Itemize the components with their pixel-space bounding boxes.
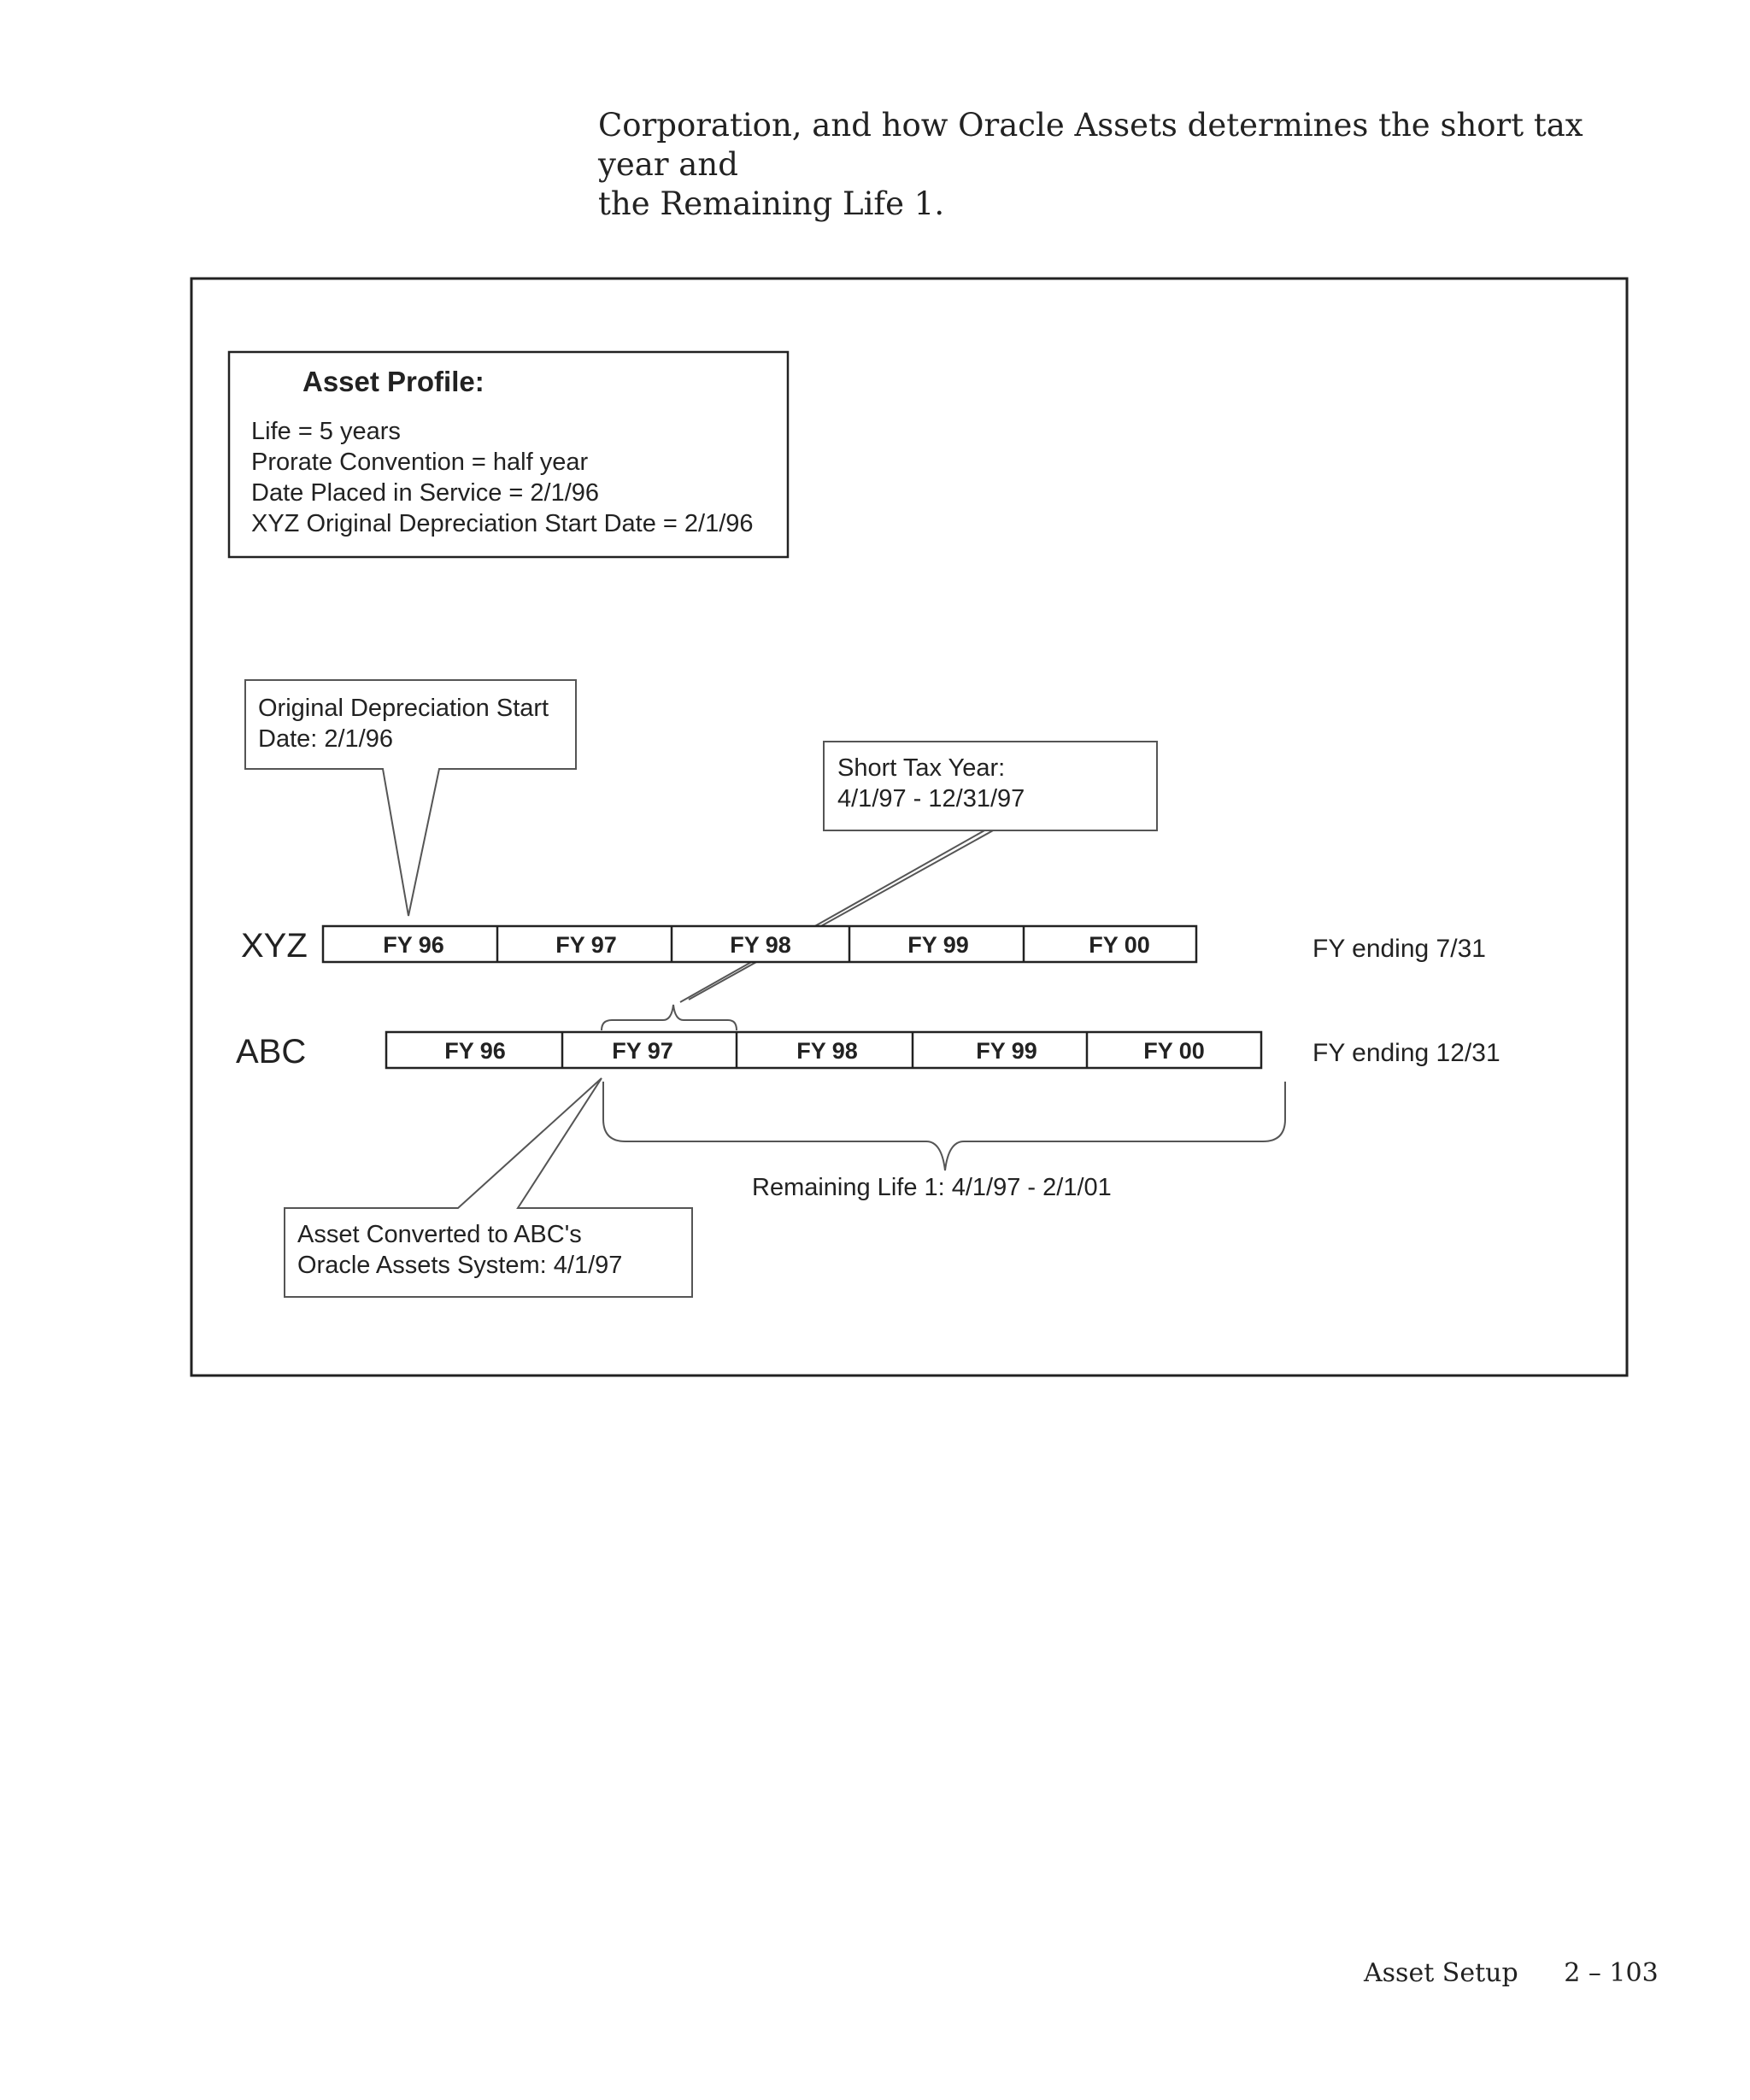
short-tax-line-2: 4/1/97 - 12/31/97 xyxy=(837,785,1025,812)
xyz-label: XYZ xyxy=(241,927,308,965)
orig-start-callout xyxy=(245,680,576,916)
converted-line-2: Oracle Assets System: 4/1/97 xyxy=(297,1252,623,1279)
abc-year-4: FY 99 xyxy=(976,1038,1037,1064)
abc-label: ABC xyxy=(236,1033,307,1071)
xyz-fy-ending-note: FY ending 7/31 xyxy=(1312,935,1486,963)
profile-line-placed-in-service: Date Placed in Service = 2/1/96 xyxy=(251,479,600,507)
profile-line-orig-start: XYZ Original Depreciation Start Date = 2/1/96 xyxy=(251,510,754,537)
footer-page-number: 2 – 103 xyxy=(1564,1958,1659,1988)
xyz-year-4: FY 99 xyxy=(907,932,969,958)
intro-line-1: Corporation, and how Oracle Assets determines the short tax year and xyxy=(598,107,1583,183)
asset-profile-box xyxy=(229,352,788,557)
xyz-year-3: FY 98 xyxy=(730,932,791,958)
xyz-timeline xyxy=(241,926,1486,965)
page-footer xyxy=(1364,1958,1659,1988)
converted-line-1: Asset Converted to ABC's xyxy=(297,1221,582,1248)
remaining-life-label: Remaining Life 1: 4/1/97 - 2/1/01 xyxy=(752,1174,1112,1201)
short-tax-line-1: Short Tax Year: xyxy=(837,754,1006,782)
intro-line-2: the Remaining Life 1. xyxy=(598,185,945,222)
abc-year-1: FY 96 xyxy=(444,1038,506,1064)
abc-timeline xyxy=(236,1032,1500,1071)
short-tax-year-brace xyxy=(602,1005,737,1030)
orig-start-line-1: Original Depreciation Start xyxy=(258,695,549,722)
asset-profile-title: Asset Profile: xyxy=(302,366,484,397)
abc-fy-ending-note: FY ending 12/31 xyxy=(1312,1039,1500,1067)
xyz-year-1: FY 96 xyxy=(383,932,444,958)
remaining-life-brace xyxy=(603,1082,1285,1170)
abc-year-2: FY 97 xyxy=(612,1038,673,1064)
abc-year-3: FY 98 xyxy=(796,1038,858,1064)
profile-line-prorate: Prorate Convention = half year xyxy=(251,449,589,476)
xyz-year-5: FY 00 xyxy=(1089,932,1150,958)
xyz-year-2: FY 97 xyxy=(555,932,617,958)
orig-start-line-2: Date: 2/1/96 xyxy=(258,725,393,753)
abc-year-5: FY 00 xyxy=(1143,1038,1205,1064)
asset-converted-callout xyxy=(285,1078,692,1297)
footer-section-title: Asset Setup xyxy=(1364,1958,1518,1988)
profile-line-life: Life = 5 years xyxy=(251,418,401,445)
